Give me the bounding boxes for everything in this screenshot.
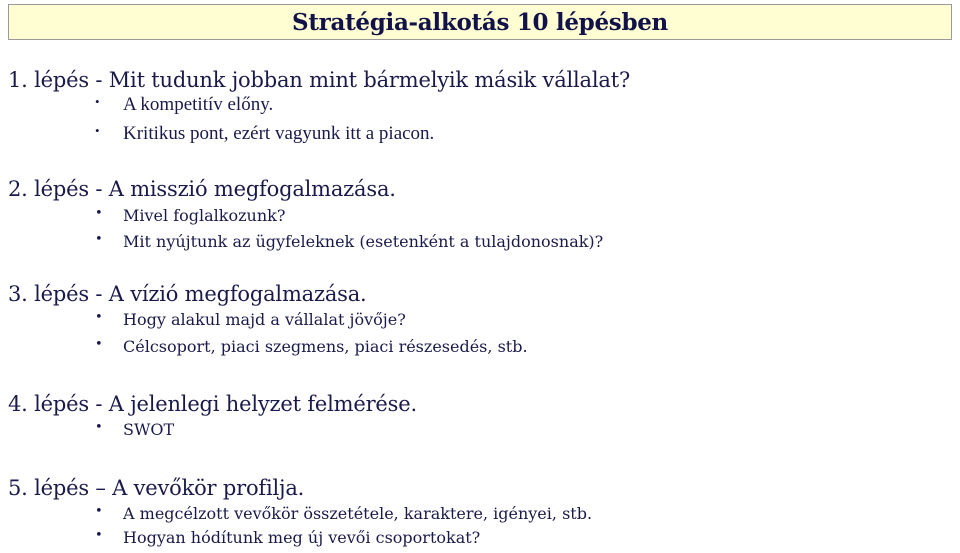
bullet-icon: • [95, 528, 103, 543]
bullet-icon: • [95, 123, 100, 138]
step-1-heading: 1. lépés - Mit tudunk jobban mint bármelyik másik vállalat? [8, 68, 631, 92]
bullet-icon: • [95, 337, 103, 352]
bullet-icon: • [95, 310, 103, 325]
bullet-icon: • [95, 94, 100, 109]
bullet-text: Célcsoport, piaci szegmens, piaci részesedés, stb. [123, 337, 528, 356]
step-5-heading: 5. lépés – A vevőkör profilja. [8, 476, 305, 500]
step-4-heading: 4. lépés - A jelenlegi helyzet felmérése. [8, 392, 417, 416]
page-title: Stratégia-alkotás 10 lépésben [292, 8, 668, 36]
bullet-icon: • [95, 232, 103, 247]
bullet-text: SWOT [123, 420, 175, 439]
step-2-heading: 2. lépés - A misszió megfogalmazása. [8, 177, 396, 201]
bullet-text: Hogy alakul majd a vállalat jövője? [123, 310, 406, 329]
bullet-text: Mit nyújtunk az ügyfeleknek (esetenként a tulajdonosnak)? [123, 232, 604, 251]
bullet-text: A kompetitív előny. [123, 94, 274, 115]
bullet-text: Mivel foglalkozunk? [123, 206, 286, 225]
bullet-icon: • [95, 420, 103, 435]
bullet-text: A megcélzott vevőkör összetétele, karaktere, igényei, stb. [123, 504, 593, 523]
bullet-text: Kritikus pont, ezért vagyunk itt a piacon. [123, 123, 435, 144]
title-box [8, 4, 952, 40]
step-3-heading: 3. lépés - A vízió megfogalmazása. [8, 282, 367, 306]
bullet-icon: • [95, 206, 103, 221]
bullet-icon: • [95, 504, 103, 519]
bullet-text: Hogyan hódítunk meg új vevői csoportokat? [123, 528, 481, 547]
